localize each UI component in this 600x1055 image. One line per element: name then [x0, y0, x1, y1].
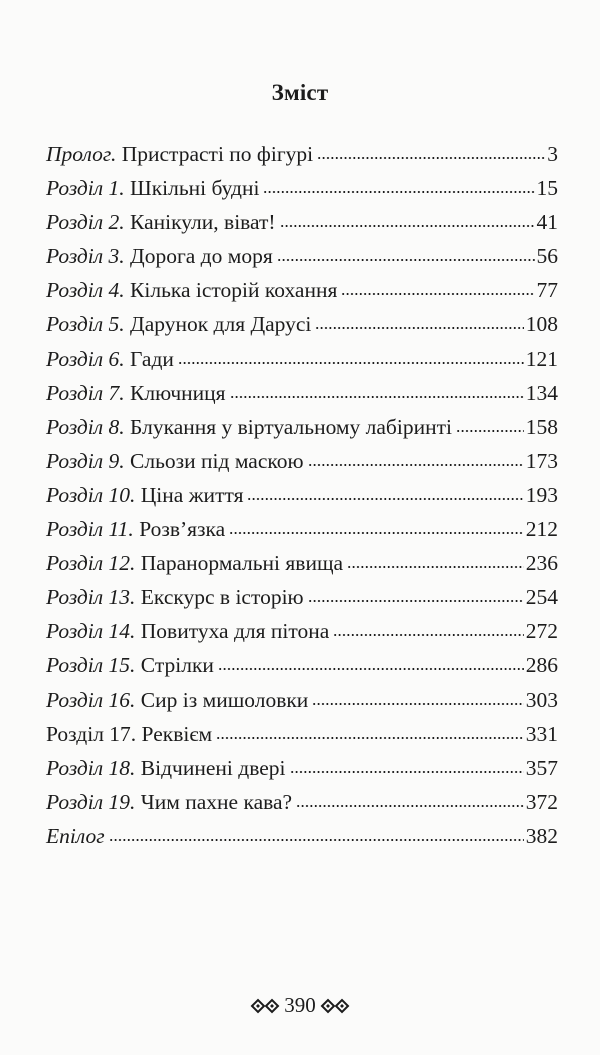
- toc-page-number: 272: [525, 619, 558, 644]
- dot-leader: [315, 326, 523, 330]
- toc-entry: [46, 722, 558, 756]
- toc-entry-title: Дорога до моря: [130, 244, 273, 269]
- dot-leader: [109, 838, 524, 842]
- toc-entry-title: Екскурс в історію: [140, 585, 304, 610]
- dot-leader: [456, 429, 524, 433]
- toc-page-number: 56: [536, 244, 558, 269]
- toc-entry-prefix: Розділ 5.: [46, 312, 125, 337]
- toc-entry-title: Кілька історій кохання: [130, 278, 338, 303]
- toc-entry: [46, 653, 558, 687]
- toc-entry-title: Сльози під маскою: [130, 448, 304, 473]
- toc-entry-text: [46, 551, 343, 576]
- toc-entry-text: [46, 688, 308, 713]
- toc-entry-title: Пристрасті по фігурі: [121, 142, 314, 166]
- toc-page-number: 212: [525, 517, 558, 542]
- toc-entry-title: Відчинені двері: [140, 755, 286, 780]
- toc-page-number: 331: [525, 721, 558, 746]
- toc-page-number: 134: [525, 380, 558, 405]
- toc-entry-title: Стрілки: [140, 653, 214, 678]
- toc-entry-text: [46, 619, 329, 644]
- toc-entry-text: [46, 585, 304, 610]
- toc-page-number: 372: [525, 789, 558, 814]
- toc-entry-prefix: Розділ 19.: [46, 789, 136, 814]
- dot-leader: [296, 804, 524, 808]
- toc-page-number: 121: [525, 346, 558, 371]
- toc-page-number: 173: [525, 448, 558, 473]
- dot-leader: [216, 736, 524, 740]
- toc-entry-text: [46, 381, 226, 406]
- toc-entry-prefix: Розділ 16.: [46, 687, 136, 712]
- toc-entry-title: Ключниця: [130, 380, 226, 405]
- dot-leader: [280, 224, 535, 228]
- toc-entry: [46, 756, 558, 790]
- toc-entry: [46, 551, 558, 585]
- toc-entry-text: [46, 756, 286, 781]
- toc-entry-text: [46, 449, 304, 474]
- toc-entry-title: Чим пахне кава?: [140, 789, 293, 814]
- toc-entry-prefix: Розділ 8.: [46, 414, 125, 439]
- toc-page-number: 158: [525, 414, 558, 439]
- toc-page-number: 3: [547, 142, 558, 166]
- toc-entry: [46, 210, 558, 244]
- toc-entry: [46, 824, 558, 858]
- toc-page-number: 77: [536, 278, 558, 303]
- toc-entry-text: [46, 415, 452, 440]
- toc-entry: [46, 619, 558, 653]
- toc-entry: [46, 449, 558, 483]
- toc-entry-text: [46, 210, 276, 235]
- toc-entry: [46, 347, 558, 381]
- toc-entry-text: [46, 790, 292, 815]
- toc-entry-text: [46, 722, 212, 747]
- dot-leader: [341, 292, 534, 296]
- toc-entry-text: [46, 517, 225, 542]
- toc-page-number: 108: [525, 312, 558, 337]
- dot-leader: [247, 497, 523, 501]
- toc-entry-prefix: Розділ 18.: [46, 755, 136, 780]
- toc-page-number: 303: [525, 687, 558, 712]
- dot-leader: [229, 531, 524, 535]
- double-chevron-ornament-icon: [320, 998, 350, 1014]
- toc-entry-prefix: Розділ 14.: [46, 619, 136, 644]
- toc-entry-title: Шкільні будні: [130, 176, 260, 201]
- toc-entry-prefix: Розділ 3.: [46, 244, 125, 269]
- toc-entry-text: [46, 347, 174, 372]
- toc-entry-title: Дарунок для Дарусі: [130, 312, 312, 337]
- page-footer: [0, 993, 600, 1018]
- toc-entry: [46, 176, 558, 210]
- toc-entry-title: Сир із мишоловки: [140, 687, 309, 712]
- toc-page-number: 41: [536, 210, 558, 235]
- toc-entry: [46, 517, 558, 551]
- toc-entry-prefix: Розділ 12.: [46, 551, 136, 576]
- toc-entry-text: [46, 142, 313, 167]
- toc-page-number: 254: [525, 585, 558, 610]
- dot-leader: [263, 190, 534, 194]
- toc-entry: [46, 483, 558, 517]
- toc-entry-text: [46, 824, 105, 849]
- dot-leader: [317, 156, 545, 160]
- dot-leader: [347, 565, 524, 569]
- toc-entry: [46, 244, 558, 278]
- toc-entry-prefix: Розділ 2.: [46, 210, 125, 235]
- toc-entry: [46, 278, 558, 312]
- toc-entry-text: [46, 312, 311, 337]
- toc-entry: [46, 585, 558, 619]
- dot-leader: [308, 463, 524, 467]
- toc-entry-prefix: Розділ 13.: [46, 585, 136, 610]
- dot-leader: [333, 633, 523, 637]
- toc-entry-prefix: Розділ 15.: [46, 653, 136, 678]
- table-of-contents: [46, 142, 558, 858]
- dot-leader: [218, 667, 524, 671]
- toc-entry-text: [46, 244, 273, 269]
- toc-entry-title: Гади: [130, 346, 174, 371]
- toc-entry-prefix: Розділ 11.: [46, 517, 134, 542]
- toc-entry-text: [46, 278, 337, 303]
- toc-page-number: 286: [525, 653, 558, 678]
- toc-entry-text: [46, 653, 214, 678]
- toc-entry-prefix: Розділ 4.: [46, 278, 125, 303]
- toc-entry: [46, 790, 558, 824]
- toc-entry: [46, 415, 558, 449]
- toc-page-number: 193: [525, 482, 558, 507]
- dot-leader: [178, 361, 524, 365]
- toc-page-number: 15: [536, 176, 558, 201]
- toc-entry-prefix: Розділ 1.: [46, 176, 125, 201]
- toc-entry-prefix: Розділ 10.: [46, 482, 136, 507]
- toc-page-number: 382: [525, 823, 558, 848]
- toc-entry-title: Паранормальні явища: [140, 551, 344, 576]
- dot-leader: [308, 599, 524, 603]
- page-number: 390: [284, 993, 316, 1017]
- double-chevron-ornament-icon: [250, 998, 280, 1014]
- toc-entry-title: Реквієм: [141, 721, 213, 746]
- toc-entry-text: [46, 176, 259, 201]
- dot-leader: [312, 702, 523, 706]
- toc-entry-title: Розв’язка: [139, 517, 226, 542]
- toc-page-number: 236: [525, 551, 558, 576]
- toc-entry-prefix: Розділ 7.: [46, 380, 125, 405]
- toc-entry-title: Повитуха для пітона: [140, 619, 330, 644]
- toc-entry-prefix: Епілог: [46, 823, 105, 848]
- toc-entry-title: Блукання у віртуальному лабіринті: [130, 414, 452, 439]
- toc-entry: [46, 381, 558, 415]
- toc-entry-prefix: Розділ 6.: [46, 346, 125, 371]
- toc-entry-prefix: Пролог.: [46, 142, 117, 166]
- toc-entry-title: Ціна життя: [140, 482, 244, 507]
- toc-entry-text: [46, 483, 243, 508]
- toc-entry-prefix: Розділ 17.: [46, 721, 137, 746]
- toc-entry: [46, 312, 558, 346]
- dot-leader: [277, 258, 535, 262]
- toc-entry-prefix: Розділ 9.: [46, 448, 125, 473]
- dot-leader: [230, 395, 524, 399]
- toc-entry: [46, 688, 558, 722]
- toc-entry-title: Канікули, віват!: [130, 210, 276, 235]
- toc-page-number: 357: [525, 755, 558, 780]
- toc-entry: [46, 142, 558, 176]
- dot-leader: [290, 770, 524, 774]
- page-title: Зміст: [271, 80, 329, 105]
